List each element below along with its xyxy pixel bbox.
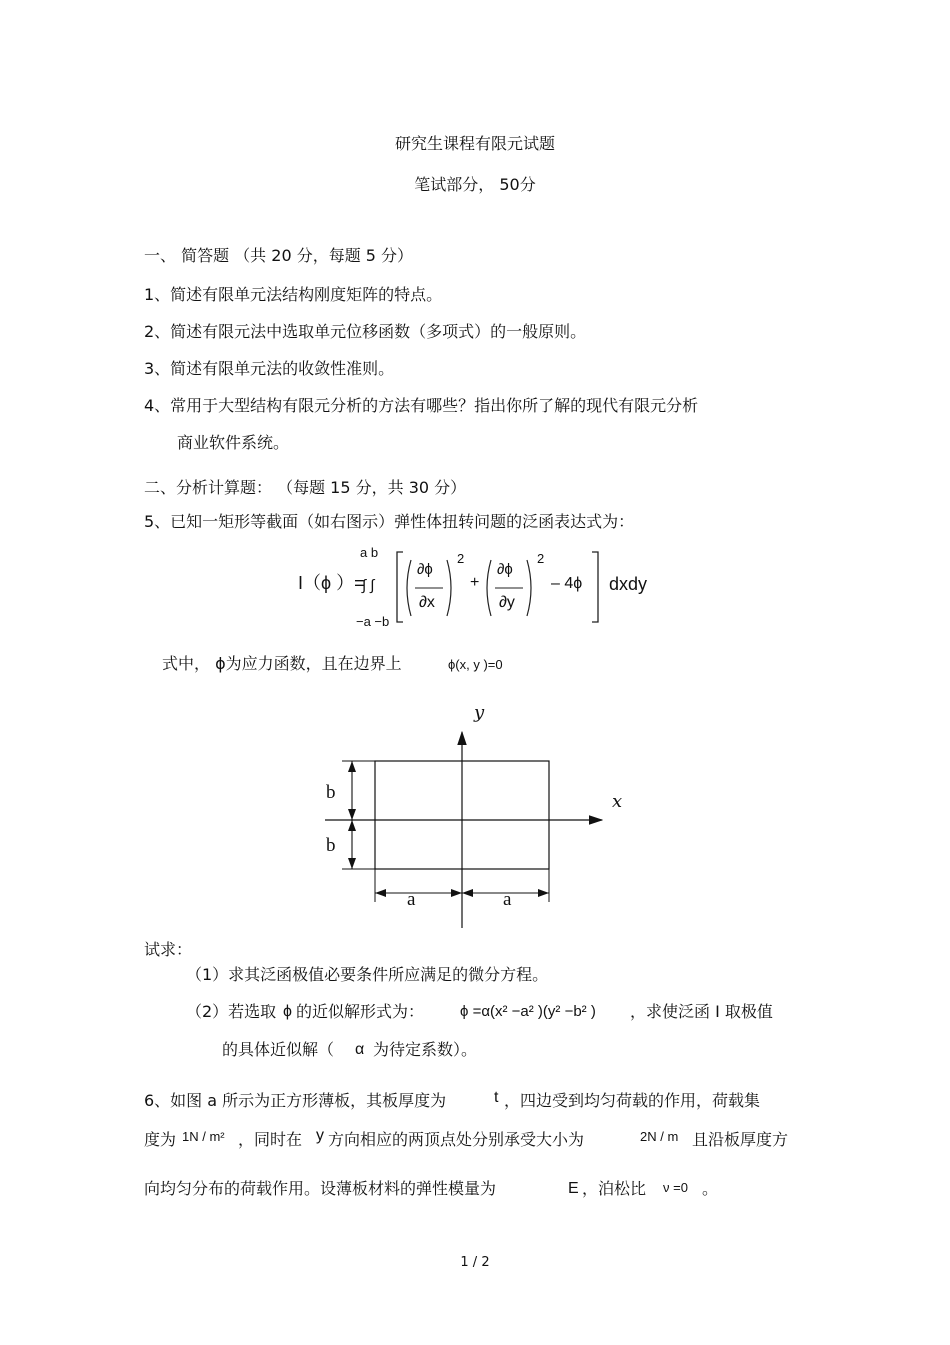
- q6-line1-b: ，四边受到均匀荷载的作用，荷载集: [504, 1091, 761, 1110]
- sub-question-1: （1）求其泛函极值必要条件所应满足的微分方程。: [186, 965, 549, 984]
- page-title: 研究生课程有限元试题: [394, 134, 555, 153]
- q6-line3-b: ，泊松比: [582, 1179, 647, 1198]
- request-label: 试求：: [144, 940, 193, 959]
- page-subtitle: 笔试部分， 50分: [414, 175, 536, 194]
- integral-lower-limits: −a −b: [356, 614, 390, 629]
- q6-y-symbol: y: [316, 1127, 324, 1144]
- q6-line3-a: 向均匀分布的荷载作用。设薄板材料的弹性模量为: [144, 1179, 497, 1198]
- formula-lhs: I（ϕ ）=: [298, 573, 365, 593]
- section2-heading: 二、分析计算题： （每题 15 分，共 30 分）: [144, 478, 467, 497]
- question-4-line1: 4、常用于大型结构有限元分析的方法有哪些？指出你所了解的现代有限元分析: [144, 396, 699, 415]
- page-number: 1 / 2: [460, 1255, 490, 1270]
- partial-phi-numerator-2: ∂ϕ: [497, 561, 513, 578]
- q6-elastic-modulus: E: [568, 1180, 579, 1197]
- q6-line2-b: ，同时在: [238, 1130, 303, 1149]
- a-left-label: a: [407, 889, 416, 910]
- integral-upper-limits: a b: [360, 545, 379, 560]
- question-5-intro: 5、已知一矩形等截面（如右图示）弹性体扭转问题的泛函表达式为：: [144, 512, 635, 531]
- boundary-condition: ϕ(x, y )=0: [448, 657, 503, 672]
- b-bottom-label: b: [326, 835, 336, 856]
- minus-4phi: – 4ϕ: [551, 575, 583, 592]
- q6-line3-c: 。: [702, 1179, 719, 1198]
- alpha-symbol: α: [355, 1041, 365, 1058]
- exponent-1: 2: [457, 551, 465, 566]
- sub-question-2-mid: 的近似解形式为：: [296, 1002, 425, 1021]
- sub-question-2-suffix: ，求使泛函 I 取极值: [630, 1002, 773, 1021]
- where-text: 式中， ϕ为应力函数，且在边界上: [162, 654, 402, 673]
- question-2: 2、简述有限元法中选取单元位移函数（多项式）的一般原则。: [144, 322, 587, 341]
- q6-load-intensity: 1N / m²: [182, 1129, 225, 1144]
- q6-point-force: 2N / m: [640, 1129, 679, 1144]
- partial-phi-numerator-1: ∂ϕ: [417, 561, 433, 578]
- q6-line2-a: 度为: [144, 1130, 177, 1149]
- question-4-line2: 商业软件系统。: [177, 433, 290, 452]
- exponent-2: 2: [537, 551, 545, 566]
- a-right-label: a: [503, 889, 512, 910]
- approximate-solution-formula: ϕ =α(x² −a² )(y² −b² ): [460, 1003, 596, 1020]
- sub-question-2-prefix: （2）若选取: [186, 1002, 277, 1021]
- q6-line2-d: 且沿板厚度方: [692, 1130, 789, 1149]
- rectangle-section-diagram: [300, 700, 640, 930]
- partial-y-denominator: ∂y: [499, 594, 515, 611]
- x-axis-label: x: [612, 791, 623, 812]
- q6-thickness-symbol: t: [494, 1089, 499, 1106]
- partial-x-denominator: ∂x: [419, 594, 435, 611]
- y-axis-label: y: [474, 702, 485, 723]
- q6-line2-c: 方向相应的两顶点处分别承受大小为: [328, 1130, 585, 1149]
- b-top-label: b: [326, 782, 336, 803]
- q6-line1-a: 6、如图 a 所示为正方形薄板，其板厚度为: [144, 1091, 447, 1110]
- sub-question-2-line2-prefix: 的具体近似解（: [222, 1040, 335, 1059]
- sub-question-2-line2-suffix: 为待定系数）。: [373, 1040, 478, 1059]
- question-3: 3、简述有限单元法的收敛性准则。: [144, 359, 395, 378]
- plus-sign: +: [470, 574, 480, 591]
- dxdy: dxdy: [609, 574, 648, 594]
- integral-signs: ∫ ∫: [362, 577, 375, 594]
- q6-poisson-ratio: ν =0: [663, 1180, 688, 1195]
- sub-question-2-phi: ϕ: [283, 1003, 292, 1020]
- section1-heading: 一、 简答题 （共 20 分，每题 5 分）: [144, 246, 414, 265]
- question-1: 1、简述有限单元法结构刚度矩阵的特点。: [144, 285, 443, 304]
